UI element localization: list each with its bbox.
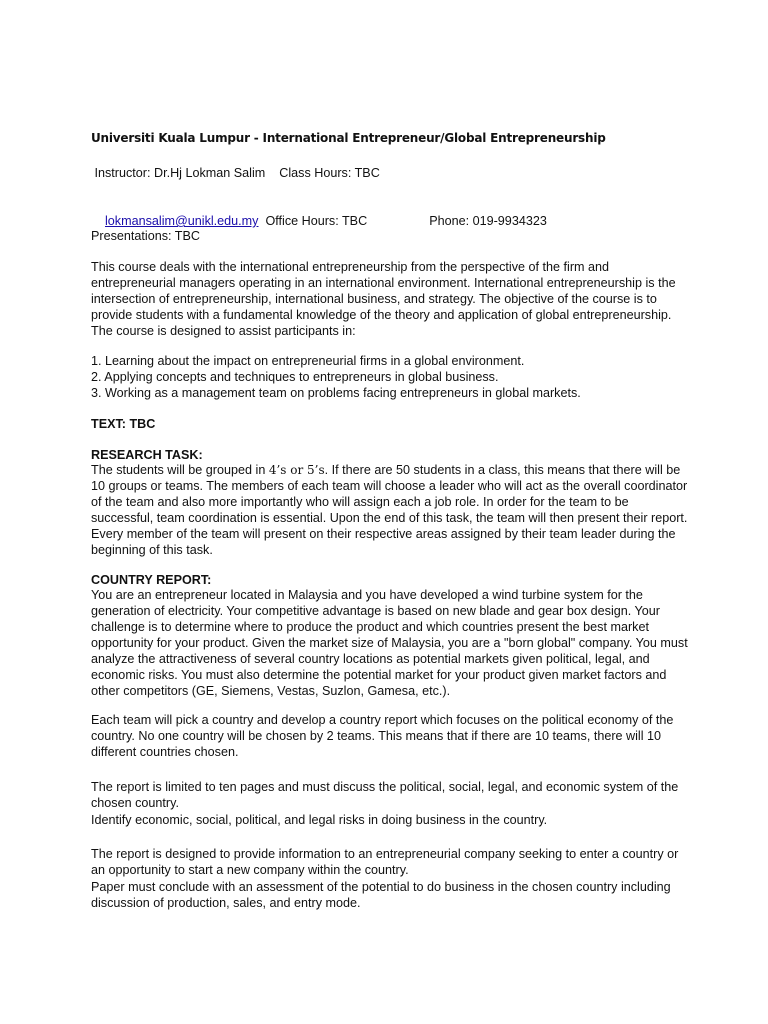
document-title: Universiti Kuala Lumpur - International Entrepreneur/Global Entrepreneurship	[91, 131, 606, 145]
instructor-line: Instructor: Dr.Hj Lokman Salim Class Hours: TBC	[91, 166, 380, 180]
country-heading: COUNTRY REPORT:	[91, 573, 212, 587]
identify-paragraph: Identify economic, social, political, and legal risks in doing business in the country.	[91, 813, 548, 827]
conclude-paragraph: Paper must conclude with an assessment of the potential to do business in the chosen country including discussion of production, sales, and entry mode.	[91, 880, 671, 910]
email-link[interactable]: lokmansalim@unikl.edu.my	[105, 214, 259, 228]
objective-item: 1. Learning about the impact on entrepreneurial firms in a global environment.	[91, 354, 525, 368]
phone-number: Phone: 019-9934323	[429, 214, 547, 228]
text-heading: TEXT: TBC	[91, 417, 156, 431]
research-grouping: 4’s or 5’s	[268, 463, 325, 477]
objectives-list	[91, 353, 691, 401]
country-paragraph: You are an entrepreneur located in Malaysia and you have developed a wind turbine system for the generation of electricity. Your competitive advantage is based on new blade and gear box design. Your challenge is to determine where to produce the product and which countries present the best market opportunity for your product. Given the market size of Malaysia, you are a "born global" company. You must analyze the attractiveness of several country locations as potential markets given political, legal, and economic risks. You must also determine the potential market for your product given market factors and other competitors (GE, Siemens, Vestas, Suzlon, Gamesa, etc.).	[91, 588, 688, 698]
presentations-line: Presentations: TBC	[91, 229, 200, 243]
limit-paragraph: The report is limited to ten pages and must discuss the political, social, legal, and economic system of the chosen country.	[91, 780, 679, 810]
research-body: . If there are 50 students in a class, this means that there will be 10 groups or teams. The members of each team will choose a leader who will act as the overall coordinator of the team and also more importantly who will assign each a job role. In order for the team to be successful, team coordination is essential. Upon the end of this task, the team will then present their report. Every member of the team will present on their respective areas assigned by their team leader during the beginning of this task.	[91, 463, 688, 557]
intro-paragraph: This course deals with the international entrepreneurship from the perspective of the firm and entrepreneurial managers operating in an international environment. International entrepreneurship is the intersection of entrepreneurship, international business, and strategy. The objective of the course is to provide students with a fundamental knowledge of the theory and application of global entrepreneurship. The course is designed to assist participants in:	[91, 260, 676, 338]
office-hours: Office Hours: TBC	[258, 214, 368, 228]
research-paragraph	[91, 462, 691, 558]
objective-item: 3. Working as a management team on problems facing entrepreneurs in global markets.	[91, 386, 581, 400]
designed-paragraph: The report is designed to provide information to an entrepreneurial company seeking to enter a country or an opportunity to start a new company within the country.	[91, 847, 679, 877]
team-pick-paragraph: Each team will pick a country and develop a country report which focuses on the political economy of the country. No one country will be chosen by 2 teams. This means that if there are 10 teams, there will 10 different countries chosen.	[91, 713, 674, 759]
objective-item: 2. Applying concepts and techniques to entrepreneurs in global business.	[91, 370, 499, 384]
research-heading: RESEARCH TASK:	[91, 448, 203, 462]
research-lead: The students will be grouped in	[91, 463, 269, 477]
